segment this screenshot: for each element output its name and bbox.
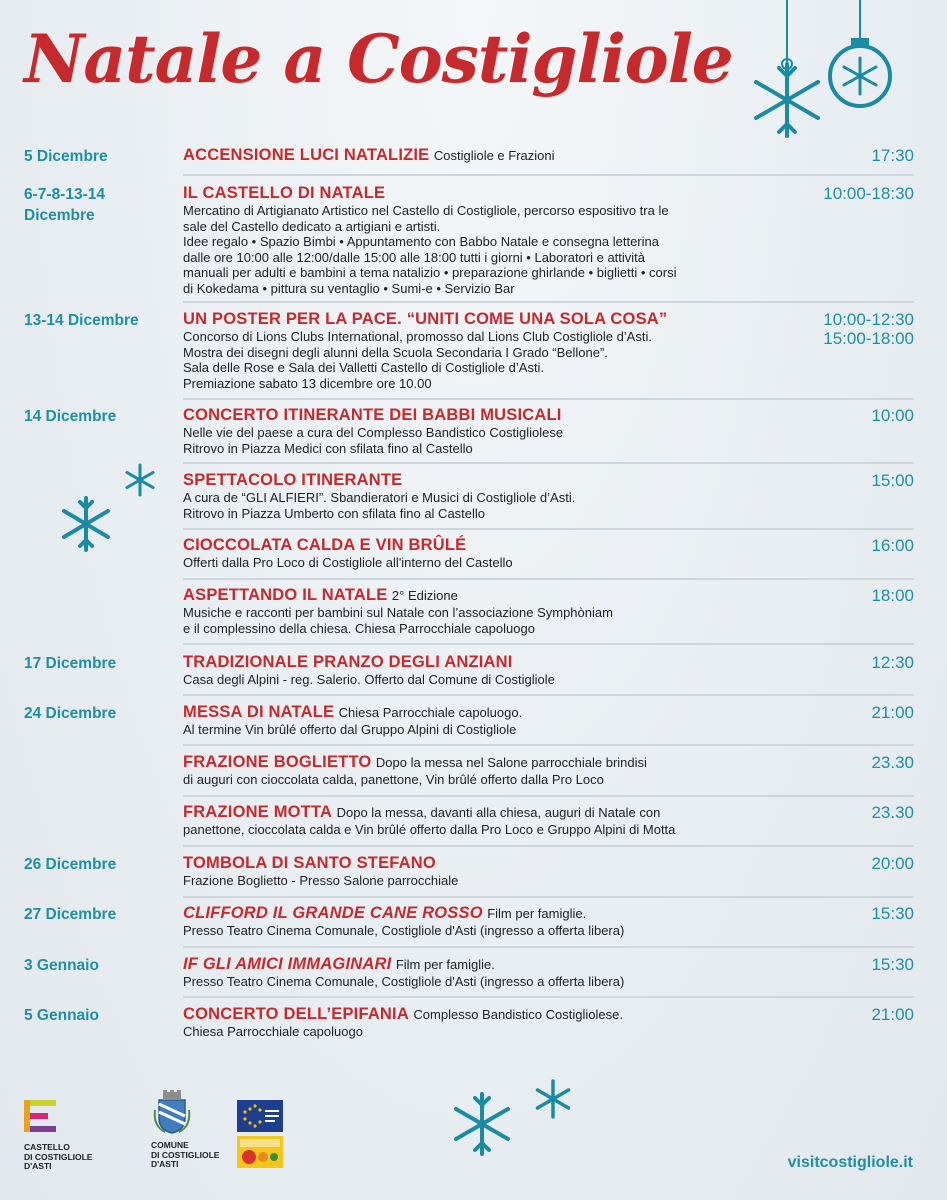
proloco-logo [237, 1136, 283, 1173]
divider [183, 694, 914, 696]
event-description-line: Concorso di Lions Clubs International, promosso dal Lions Club Costigliole d’Asti. [183, 329, 652, 344]
event-date: 5 Gennaio [24, 1007, 99, 1024]
divider [183, 996, 914, 998]
event-description-line: di Kokedama • pittura su ventaglio • Sumi-e • Servizio Bar [183, 280, 515, 296]
event-time [871, 854, 914, 873]
event-title: FRAZIONE MOTTA [183, 803, 333, 821]
event-title: CLIFFORD IL GRANDE CANE ROSSO [183, 904, 483, 922]
event-body [183, 586, 783, 636]
castello-logo [24, 1100, 92, 1172]
event-description-line: Offerti dalla Pro Loco di Costigliole all'interno del Castello [183, 555, 513, 570]
coat-of-arms-icon [153, 1090, 191, 1134]
event-time [871, 803, 914, 822]
event-subtitle: Film per famiglie. [487, 906, 587, 921]
event-description-line: sale del Castello dedicato a artigiani e artisti. [183, 218, 441, 234]
event-heading [183, 184, 783, 203]
event-title: TOMBOLA DI SANTO STEFANO [183, 854, 436, 872]
event-body [183, 406, 783, 456]
event-title: TRADIZIONALE PRANZO DEGLI ANZIANI [183, 653, 513, 671]
snowflake-icon [532, 1078, 574, 1120]
event-description-line: Chiesa Parrocchiale capoluogo [183, 1024, 363, 1039]
castello-line: D'ASTI [24, 1161, 52, 1171]
event-title: CONCERTO DELL’EPIFANIA [183, 1005, 409, 1023]
event-time [823, 310, 914, 348]
event-time-value: 18:00 [871, 586, 914, 605]
event-description-line: manuali per adulti e bambini a tema natalizio • preparazione ghirlande • biglietti • corsi [183, 265, 677, 280]
event-subtitle: Film per famiglie. [395, 957, 495, 972]
divider [183, 845, 914, 847]
event-heading [183, 753, 783, 772]
castello-line: DI COSTIGLIOLE [24, 1151, 93, 1162]
divider [183, 946, 914, 948]
event-title: ASPETTANDO IL NATALE [183, 586, 388, 604]
event-title: IL CASTELLO DI NATALE [183, 184, 386, 202]
divider [183, 643, 914, 645]
event-description-line: Ritrovo in Piazza Medici con sfilata fino al Castello [183, 440, 473, 456]
event-time-value: 15:00-18:00 [823, 329, 914, 348]
event-time [871, 955, 914, 974]
event-description-line: Premiazione sabato 13 dicembre ore 10.00 [183, 375, 432, 391]
event-time-value: 23.30 [871, 803, 914, 822]
event-time-value: 10:00 [871, 406, 914, 425]
event-time [871, 586, 914, 605]
event-heading [183, 803, 783, 822]
event-time-value: 12:30 [871, 653, 914, 672]
event-time [871, 406, 914, 425]
event-description-line: A cura de “GLI ALFIERI”. Sbandieratori e Musici di Costigliole d’Asti. [183, 490, 576, 505]
divider [183, 744, 914, 746]
event-subtitle: Complesso Bandistico Costigliolese. [413, 1007, 623, 1022]
event-heading [183, 854, 783, 873]
event-date: 27 Dicembre [24, 906, 117, 923]
event-subtitle: 2° Edizione [391, 588, 458, 603]
event-body [183, 1005, 783, 1040]
event-body [183, 955, 783, 990]
event-time-value: 23.30 [871, 753, 914, 772]
divider [183, 795, 914, 797]
proloco-emblem-icon [237, 1136, 283, 1168]
event-description-line: e il complessino della chiesa. Chiesa Parrocchiale capoluogo [183, 620, 535, 636]
event-title: CONCERTO ITINERANTE DEI BABBI MUSICALI [183, 406, 562, 424]
region-logo [237, 1100, 283, 1137]
event-description-line: Ritrovo in Piazza Umberto con sfilata fino al Castello [183, 505, 486, 521]
event-date: 14 Dicembre [24, 408, 117, 425]
event-date: 3 Gennaio [24, 957, 99, 974]
event-body [183, 310, 783, 391]
comune-line: D'ASTI [151, 1159, 179, 1169]
event-time-value: 21:00 [871, 1005, 914, 1024]
event-heading [183, 955, 783, 974]
event-time [871, 904, 914, 923]
castello-line: CASTELLO [24, 1142, 70, 1152]
event-time [871, 653, 914, 672]
event-body [183, 904, 783, 939]
event-body [183, 653, 783, 688]
event-description-line: Nelle vie del paese a cura del Complesso Bandistico Costigliolese [183, 425, 564, 440]
event-time [871, 753, 914, 772]
event-time-value: 10:00-18:30 [823, 184, 914, 203]
divider [183, 398, 914, 400]
website-link[interactable]: visitcostigliole.it [787, 1154, 913, 1171]
event-body [183, 803, 783, 838]
snowflake-icon [448, 1090, 516, 1158]
event-title: ACCENSIONE LUCI NATALIZIE [183, 146, 430, 164]
snowflake-icon [122, 462, 158, 498]
event-time [871, 536, 914, 555]
event-body [183, 146, 783, 165]
event-time-value: 20:00 [871, 854, 914, 873]
event-date: 24 Dicembre [24, 705, 117, 722]
event-date: 6-7-8-13-14 Dicembre [24, 186, 105, 224]
event-time [871, 471, 914, 490]
event-heading [183, 310, 783, 329]
event-time [823, 184, 914, 203]
event-date: 17 Dicembre [24, 655, 117, 672]
event-description-line: dalle ore 10:00 alle 12:00/dalle 15:00 alle 18:00 tutti i giorni • Laboratori e attività [183, 249, 646, 265]
event-title: SPETTACOLO ITINERANTE [183, 471, 403, 489]
divider [183, 301, 914, 303]
event-time-value: 15:00 [871, 471, 914, 490]
event-description-line: Presso Teatro Cinema Comunale, Costigliole d'Asti (ingresso a offerta libera) [183, 974, 625, 989]
event-description-line: Musiche e racconti per bambini sul Natale con l’associazione Symphòniam [183, 605, 613, 620]
event-heading [183, 406, 783, 425]
event-description-line: Al termine Vin brûlé offerto dal Gruppo Alpini di Costigliole [183, 722, 517, 737]
event-title: MESSA DI NATALE [183, 703, 335, 721]
event-time [871, 1005, 914, 1024]
event-time [871, 146, 914, 165]
event-heading [183, 471, 783, 490]
event-title: UN POSTER PER LA PACE. “UNITI COME UNA SOLA COSA” [183, 310, 668, 328]
event-description-line: di auguri con cioccolata calda, panettone, Vin brûlé offerto dalla Pro Loco [183, 772, 604, 787]
event-description-line: Casa degli Alpini - reg. Salerio. Offerto dal Comune di Costigliole [183, 672, 555, 687]
event-description-line: Mostra dei disegni degli alunni della Scuola Secondaria I Grado “Bellone”. [183, 344, 608, 360]
event-time-value: 10:00-12:30 [823, 310, 914, 329]
event-heading [183, 146, 783, 165]
event-description-line: Sala delle Rose e Sala dei Valletti Castello di Costigliole d’Asti. [183, 360, 545, 375]
event-title: FRAZIONE BOGLIETTO [183, 753, 372, 771]
region-emblem-icon [237, 1100, 283, 1132]
event-subtitle: Chiesa Parrocchiale capoluogo. [338, 705, 523, 720]
event-date: 5 Dicembre [24, 148, 108, 165]
event-subtitle: Dopo la messa, davanti alla chiesa, auguri di Natale con [336, 805, 661, 820]
event-heading [183, 904, 783, 923]
event-subtitle: Costigliole e Frazioni [433, 148, 555, 163]
event-body [183, 753, 783, 788]
comune-logo [151, 1090, 219, 1170]
event-heading [183, 536, 783, 555]
event-time-value: 16:00 [871, 536, 914, 555]
page-title: Natale a Costigliole [24, 20, 733, 98]
comune-line: COMUNE [151, 1140, 189, 1150]
event-heading [183, 1005, 783, 1024]
event-time-value: 15:30 [871, 955, 914, 974]
event-description-line: Presso Teatro Cinema Comunale, Costigliole d'Asti (ingresso a offerta libera) [183, 923, 625, 938]
event-title: IF GLI AMICI IMMAGINARI [183, 955, 392, 973]
comune-line: DI COSTIGLIOLE [151, 1149, 220, 1160]
event-time-value: 21:00 [871, 703, 914, 722]
event-description-line: Frazione Boglietto - Presso Salone parrocchiale [183, 873, 459, 888]
event-heading [183, 653, 783, 672]
event-subtitle: Dopo la messa nel Salone parrocchiale brindisi [375, 755, 647, 770]
event-date: 13-14 Dicembre [24, 312, 139, 329]
divider [183, 578, 914, 580]
event-body [183, 854, 783, 889]
event-description-line: panettone, cioccolata calda e Vin brûlé offerto dalla Pro Loco e Gruppo Alpini di Motta [183, 822, 676, 837]
castello-logo-icon [24, 1100, 60, 1132]
divider [183, 896, 914, 898]
event-body [183, 703, 783, 738]
snowflake-icon [56, 494, 116, 554]
event-heading [183, 586, 783, 605]
event-title: CIOCCOLATA CALDA E VIN BRÛLÉ [183, 536, 467, 554]
divider [183, 528, 914, 530]
divider [183, 174, 914, 176]
event-heading [183, 703, 783, 722]
event-body [183, 471, 783, 521]
event-body [183, 536, 783, 571]
event-time-value: 17:30 [871, 146, 914, 165]
ornament-snowflake-icon [740, 0, 940, 150]
event-body [183, 184, 783, 296]
event-description-line: Idee regalo • Spazio Bimbi • Appuntamento con Babbo Natale e consegna letterina [183, 234, 659, 249]
event-time-value: 15:30 [871, 904, 914, 923]
divider [183, 462, 914, 464]
event-time [871, 703, 914, 722]
event-date: 26 Dicembre [24, 856, 117, 873]
event-description-line: Mercatino di Artigianato Artistico nel Castello di Costigliole, percorso espositivo tra le [183, 203, 669, 218]
